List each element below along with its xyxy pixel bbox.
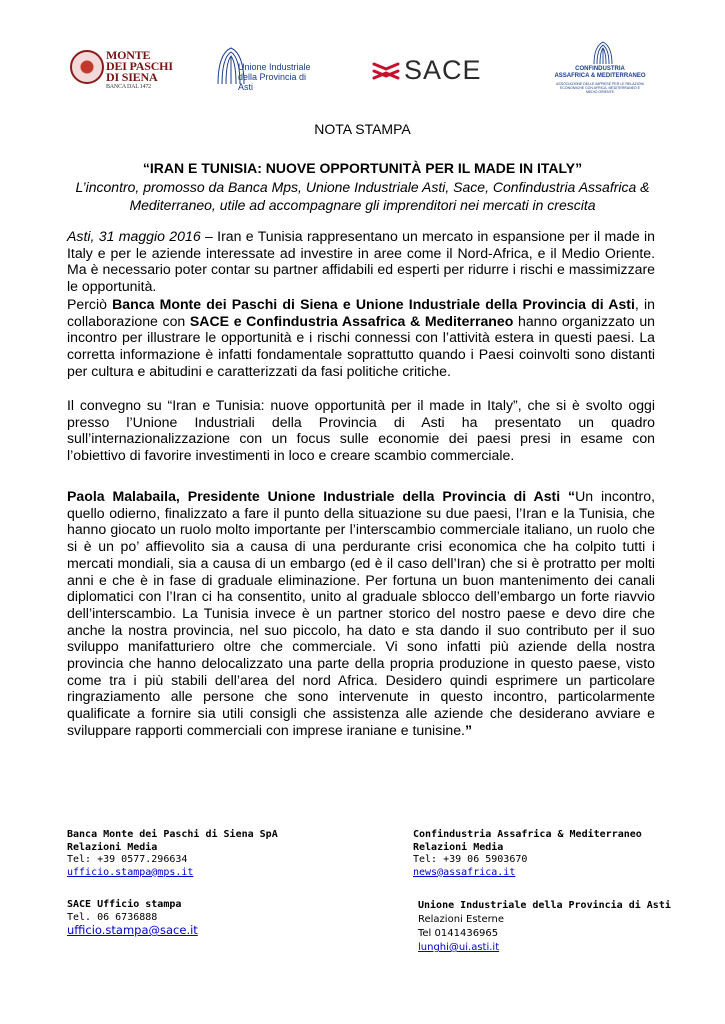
quote-close-mark: ” <box>464 721 472 738</box>
contact-dept: Relazioni Media <box>413 841 504 853</box>
contact-phone: Tel: +39 06 5903670 <box>413 854 528 865</box>
mps-logo-line2: DEI PASCHI <box>106 59 173 73</box>
paragraph-2-lead: Perciò <box>67 296 113 312</box>
press-release-headline: “IRAN E TUNISIA: NUOVE OPPORTUNITÀ PER IL MADE IN ITALY” <box>142 160 583 176</box>
confindustria-assafrica-logo <box>552 40 682 100</box>
contact-email-link[interactable]: news@assafrica.it <box>413 866 516 878</box>
sace-wordmark: SACE <box>404 55 482 85</box>
body-paragraph-1 <box>67 228 655 295</box>
body-paragraph-3: Il convegno su “Iran e Tunisia: nuove opportunità per il made in Italy”, che si è svolto oggi presso l’Unione Industriali della Provincia di Asti ha presentato un quadro sull’internazionalizzazione con un focus sulle economie dei paesi presi in esame con l’obiettivo di favorire investimenti in loco e creare scambio commerciale. <box>67 397 655 464</box>
mps-logo <box>70 50 190 92</box>
mps-logo-line1: MONTE <box>106 48 151 62</box>
contact-org: SACE Ufficio stampa <box>67 899 182 910</box>
dateline: Asti, 31 maggio 2016 <box>67 228 201 244</box>
speaker-name: Paola Malabaila, Presidente Unione Industriale della Provincia di Asti <box>67 488 561 504</box>
contact-dept: Relazioni Esterne <box>418 914 505 925</box>
contact-org: Banca Monte dei Paschi di Siena SpA <box>67 829 278 840</box>
organizers-bold: Banca Monte dei Paschi di Siena e Unione Industriale della Provincia di Asti <box>112 296 635 312</box>
unione-industriale-text <box>238 62 320 92</box>
contact-block-unione-industriale <box>418 899 671 955</box>
conf-logo-line2: ASSAFRICA & MEDITERRANEO <box>554 73 646 79</box>
paragraph-2-rest: hanno organizzato un incontro per illustrare le opportunità e i rischi connessi con l’attività estera in questi paesi. La corretta informazione è infatti fondamentale soprattutto quando i Paesi coinvolti sono distanti per cultura e abitudini e caratterizzati da fasi politiche critiche. <box>67 312 656 379</box>
contact-org: Unione Industriale della Provincia di Asti <box>418 900 671 911</box>
press-release-subheadline: L’incontro, promosso da Banca Mps, Unione Industriale Asti, Sace, Confindustria Assafrica & Mediterraneo, utile ad accompagnare gli imprenditori nei mercati in crescita <box>75 179 650 213</box>
mps-seal-icon <box>70 50 104 84</box>
uia-logo-line2: della Provincia di Asti <box>238 72 307 92</box>
confindustria-mark-icon <box>592 40 614 66</box>
contact-block-mps <box>67 829 278 879</box>
uia-logo-line1: Unione Industriale <box>238 62 311 72</box>
paragraph-1-text: – Iran e Tunisia rappresentano un mercato in espansione per il made in Italy e per le aziende interessate ad investire in aree come il Nord-Africa, e il Medio Oriente. Ma è necessario poter contar su partner affidabili ed esperti per ridurre i rischi e massimizzare le opportunità. <box>67 228 656 295</box>
contact-email-link[interactable]: lunghi@ui.asti.it <box>418 942 500 953</box>
logo-bar <box>60 40 680 100</box>
conf-logo-subline: ASSOCIAZIONE DELLE IMPRESE PER LE RELAZIONI ECONOMICHE CON AFRICA, MEDITERRANEO E MEDIO ORIENTE <box>556 82 644 94</box>
contact-dept: Relazioni Media <box>67 841 158 853</box>
mps-logo-line4: BANCA DAL 1472 <box>106 84 151 90</box>
mps-wordmark <box>106 50 173 92</box>
contact-email-link[interactable]: ufficio.stampa@sace.it <box>67 923 198 937</box>
nota-stampa-label: NOTA STAMPA <box>314 121 411 137</box>
speaker-quote: Un incontro, quello odierno, finalizzato a fare il punto della situazione su due paesi, l’Iran e la Tunisia, che hanno giocato un ruolo molto importante per l’interscambio commerciale italiano, un ruolo che si è un po’ affievolito sia a causa di una perdurante crisi economica che ha colpito tutti i mercati mondiali, sia a causa di un embargo (ed è il caso dell’Iran) che si è protratto per molti anni e che è in fase di graduale eliminazione. Per fortuna un buon mantenimento dei canali diplomatici con l’Iran ci ha consentito, unito al graduale sblocco dell’embargo un forte riavvio dell’interscambio. La Tunisia invece è un partner storico del nostro paese e devo dire che anche la nostra provincia, nel suo piccolo, ha dato e sta dando il suo contributo per il suo sviluppo manifatturiero oltre che commerciale. Vi sono infatti più aziende della nostra provincia che hanno delocalizzato una parte della propria produzione in questo paese, visto come tra i più stabili dell’area del nord Africa. Desidero quindi esprimere un particolare ringraziamento alle persone che sono intervenute in questo incontro, particolarmente qualificate a fornire sia utili consigli che assistenza alle aziende che desiderano avviare e sviluppare rapporti commerciali con imprese iraniane e tunisine. <box>67 488 655 738</box>
mps-logo-line3: DI SIENA <box>106 70 158 84</box>
contact-org: Confindustria Assafrica & Mediterraneo <box>413 829 642 840</box>
quote-open-mark: “ <box>560 488 576 504</box>
contact-phone: Tel: +39 0577.296634 <box>67 854 188 865</box>
body-paragraph-4 <box>67 488 655 739</box>
sace-logo <box>370 56 500 90</box>
partners-bold: SACE e Confindustria Assafrica & Mediterraneo <box>189 312 514 329</box>
contact-phone: Tel 0141436965 <box>418 928 499 939</box>
body-paragraph-2 <box>67 296 655 380</box>
contact-block-sace <box>67 899 198 939</box>
paragraph-2-connector: , in collaborazione con <box>67 296 655 329</box>
sace-mark-icon <box>372 59 400 83</box>
contact-block-confindustria <box>413 829 642 879</box>
contact-email-link[interactable]: ufficio.stampa@mps.it <box>67 866 194 878</box>
contact-phone: Tel. 06 6736888 <box>67 911 158 923</box>
unione-industriale-logo <box>210 40 320 94</box>
confindustria-text <box>552 66 648 80</box>
conf-logo-line1: CONFINDUSTRIA <box>575 66 625 72</box>
